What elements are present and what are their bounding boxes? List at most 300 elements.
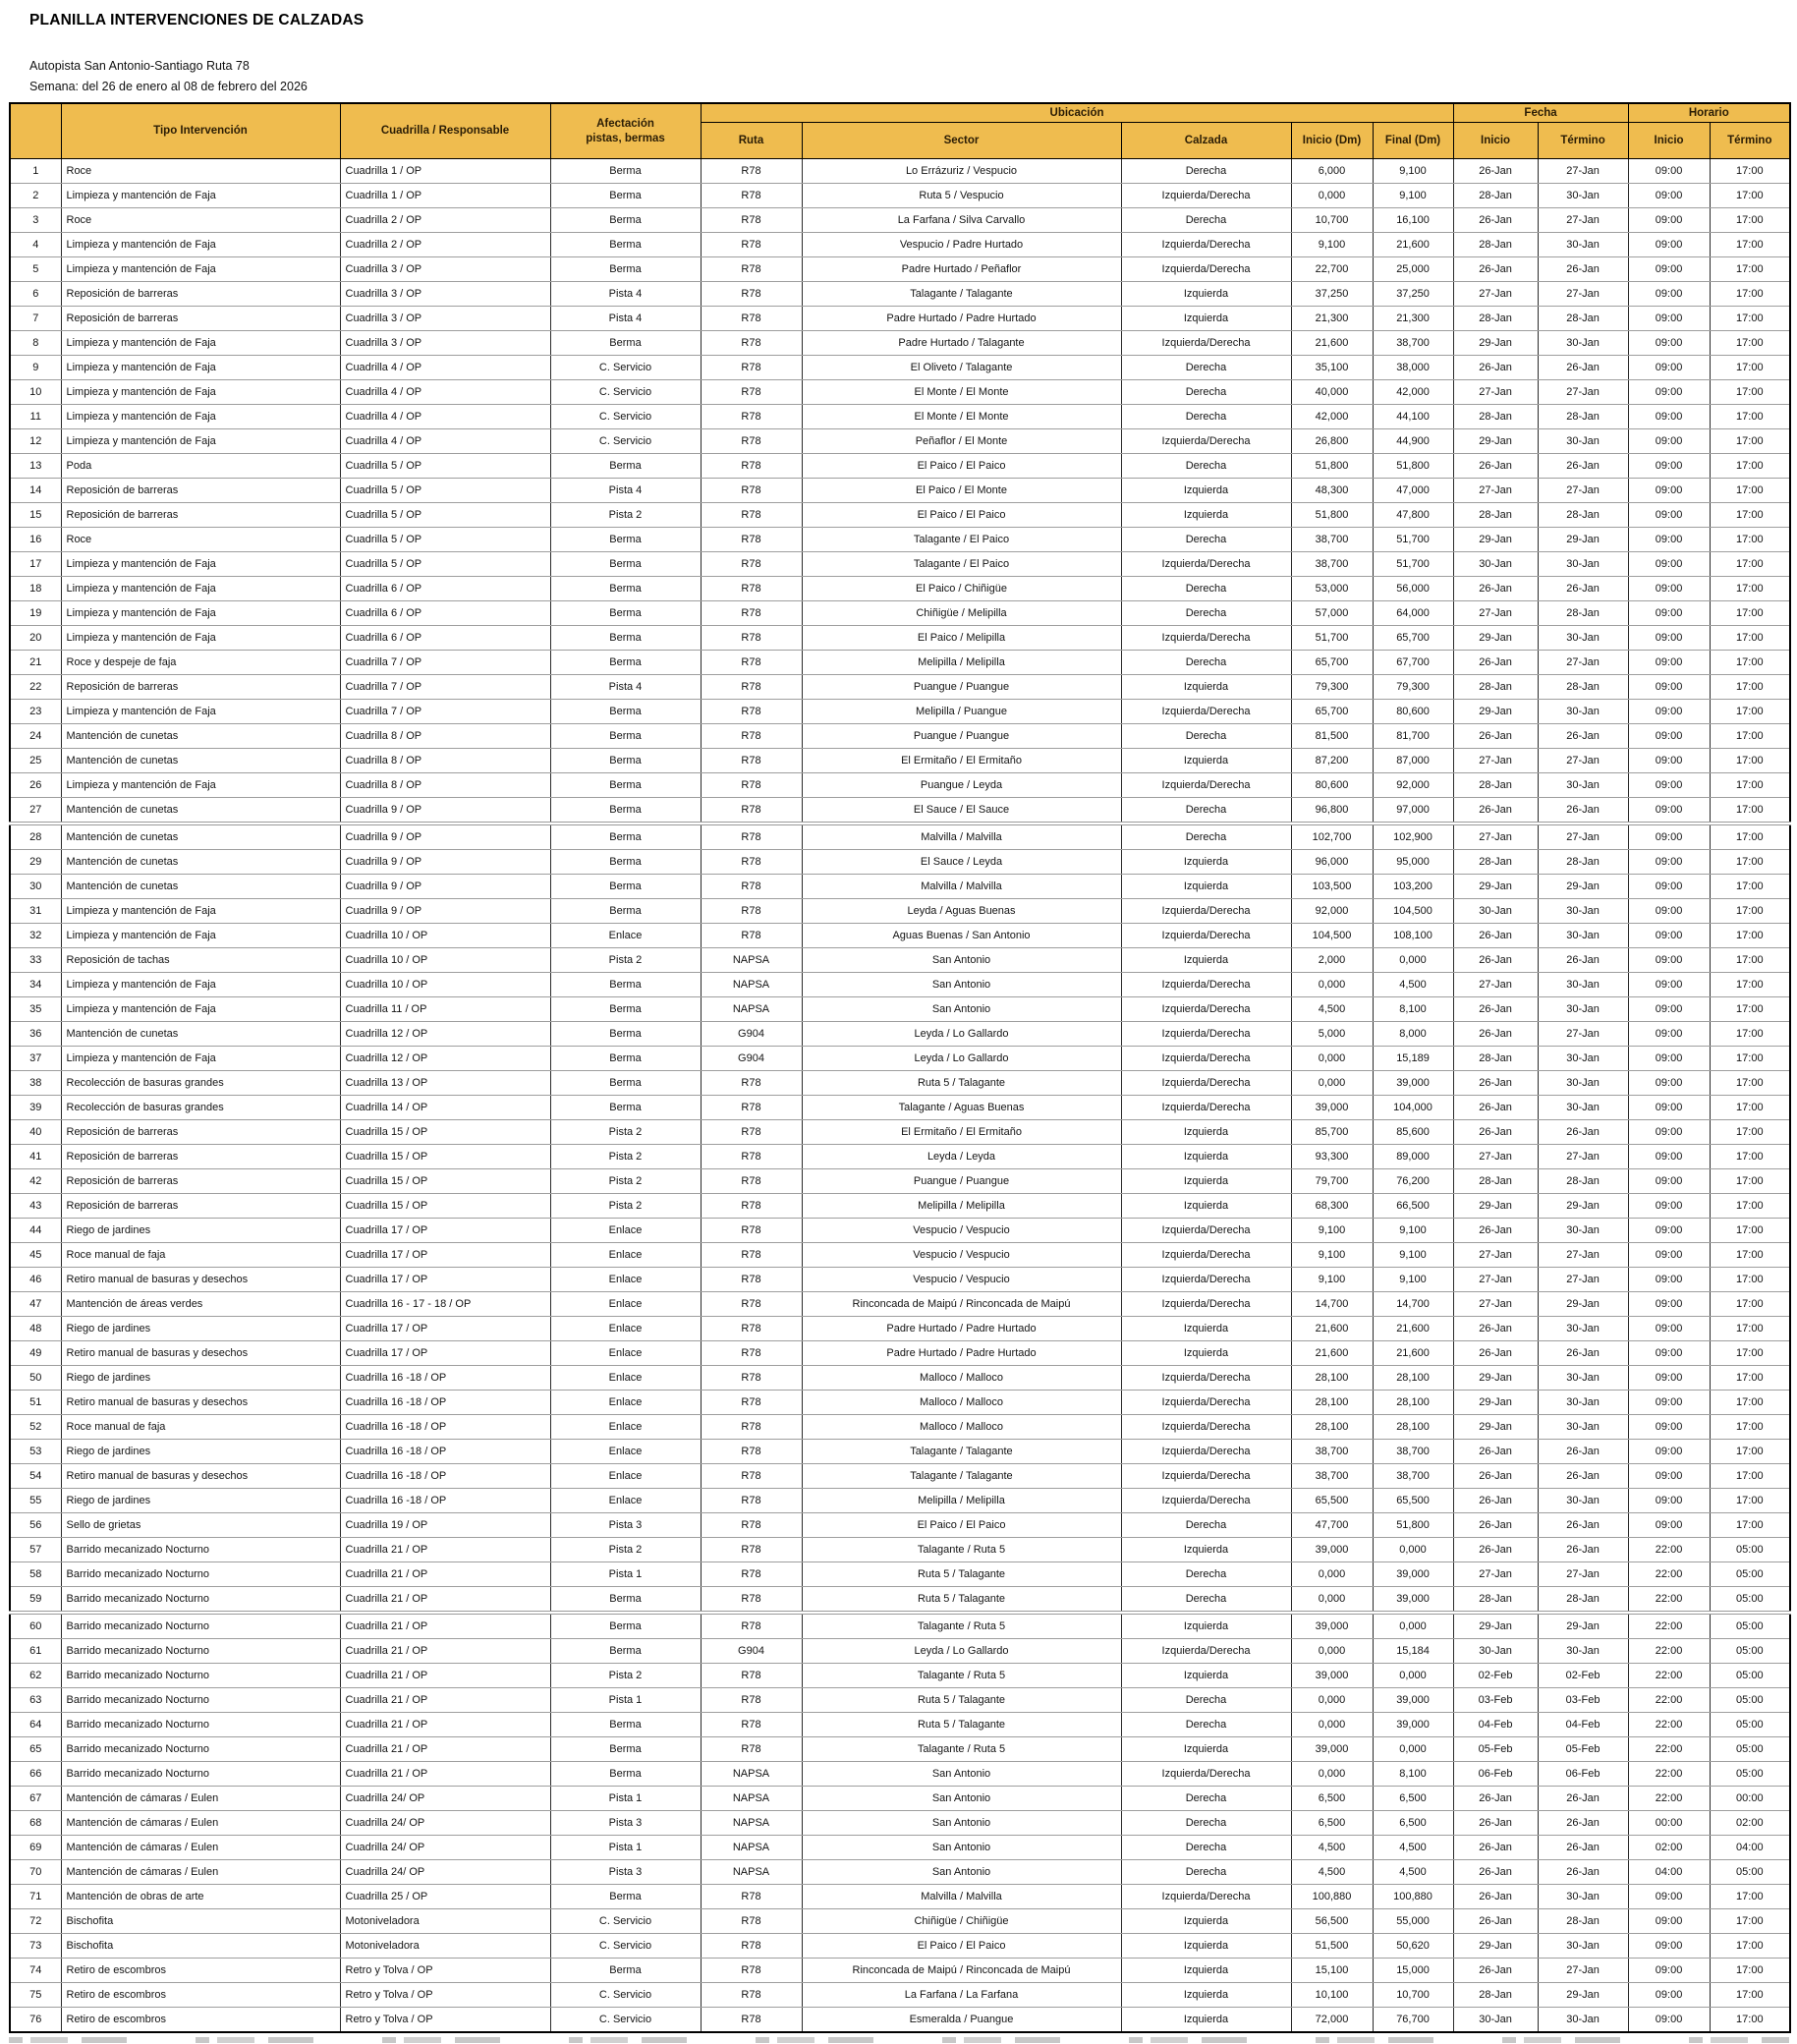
cell-cuadrilla-responsable: Cuadrilla 21 / OP <box>340 1587 550 1614</box>
cell-ruta: R78 <box>701 899 802 924</box>
cell-final-dm: 102,900 <box>1373 823 1453 850</box>
cell-cuadrilla-responsable: Cuadrilla 5 / OP <box>340 503 550 528</box>
cell-fecha-termino: 28-Jan <box>1538 675 1628 700</box>
cell-fecha-inicio: 26-Jan <box>1453 454 1538 479</box>
cell-horario-inicio: 09:00 <box>1628 380 1710 405</box>
cell-inicio-dm: 57,000 <box>1291 601 1373 626</box>
cell-num: 40 <box>10 1120 61 1145</box>
cell-calzada: Derecha <box>1121 405 1291 429</box>
header-afectacion-line1: Afectación <box>596 118 654 131</box>
cell-cuadrilla-responsable: Cuadrilla 7 / OP <box>340 675 550 700</box>
header-fecha-inicio: Inicio <box>1453 123 1538 159</box>
cell-fecha-termino: 30-Jan <box>1538 1934 1628 1959</box>
cell-afectacion: C. Servicio <box>550 1983 701 2008</box>
cell-afectacion: Pista 2 <box>550 1145 701 1169</box>
cell-fecha-inicio: 28-Jan <box>1453 503 1538 528</box>
cell-cuadrilla-responsable: Cuadrilla 7 / OP <box>340 651 550 675</box>
cell-sector: San Antonio <box>802 1762 1121 1787</box>
cell-tipo-intervencion: Reposición de tachas <box>61 948 340 973</box>
cell-final-dm: 64,000 <box>1373 601 1453 626</box>
cell-sector: Aguas Buenas / San Antonio <box>802 924 1121 948</box>
cell-cuadrilla-responsable: Cuadrilla 15 / OP <box>340 1194 550 1219</box>
cell-num: 34 <box>10 973 61 997</box>
cell-ruta: NAPSA <box>701 948 802 973</box>
cell-fecha-termino: 26-Jan <box>1538 798 1628 824</box>
cell-final-dm: 28,100 <box>1373 1366 1453 1391</box>
cell-final-dm: 50,620 <box>1373 1934 1453 1959</box>
cell-calzada: Izquierda/Derecha <box>1121 1415 1291 1440</box>
cell-afectacion: Enlace <box>550 1219 701 1243</box>
cell-inicio-dm: 21,600 <box>1291 1341 1373 1366</box>
table-row <box>10 1145 1790 1169</box>
cell-cuadrilla-responsable: Cuadrilla 16 -18 / OP <box>340 1415 550 1440</box>
table-row <box>10 1120 1790 1145</box>
cell-final-dm: 0,000 <box>1373 948 1453 973</box>
cell-fecha-inicio: 26-Jan <box>1453 257 1538 282</box>
cell-fecha-inicio: 28-Jan <box>1453 850 1538 875</box>
cell-cuadrilla-responsable: Cuadrilla 5 / OP <box>340 552 550 577</box>
cell-fecha-termino: 05-Feb <box>1538 1737 1628 1762</box>
cell-fecha-inicio: 27-Jan <box>1453 1292 1538 1317</box>
cell-ruta: R78 <box>701 479 802 503</box>
cell-ruta: R78 <box>701 1366 802 1391</box>
cell-tipo-intervencion: Limpieza y mantención de Faja <box>61 973 340 997</box>
cell-horario-termino: 17:00 <box>1710 850 1790 875</box>
cell-fecha-inicio: 29-Jan <box>1453 1415 1538 1440</box>
table-row <box>10 1664 1790 1688</box>
cell-horario-inicio: 09:00 <box>1628 1219 1710 1243</box>
cell-afectacion: Berma <box>550 159 701 184</box>
cell-horario-inicio: 09:00 <box>1628 454 1710 479</box>
cell-ruta: R78 <box>701 331 802 356</box>
cell-fecha-termino: 29-Jan <box>1538 528 1628 552</box>
cell-horario-termino: 17:00 <box>1710 282 1790 307</box>
table-header <box>10 103 1790 159</box>
cell-horario-termino: 17:00 <box>1710 503 1790 528</box>
cell-horario-termino: 17:00 <box>1710 1317 1790 1341</box>
cell-final-dm: 8,100 <box>1373 997 1453 1022</box>
cell-fecha-inicio: 29-Jan <box>1453 1934 1538 1959</box>
cell-sector: Malvilla / Malvilla <box>802 823 1121 850</box>
cell-ruta: R78 <box>701 528 802 552</box>
cell-sector: San Antonio <box>802 1811 1121 1836</box>
cell-cuadrilla-responsable: Cuadrilla 5 / OP <box>340 528 550 552</box>
cell-calzada: Derecha <box>1121 798 1291 824</box>
cell-horario-termino: 17:00 <box>1710 1983 1790 2008</box>
cell-inicio-dm: 56,500 <box>1291 1909 1373 1934</box>
cell-afectacion: Berma <box>550 626 701 651</box>
cell-tipo-intervencion: Limpieza y mantención de Faja <box>61 552 340 577</box>
table-row <box>10 208 1790 233</box>
cell-ruta: R78 <box>701 749 802 773</box>
cell-cuadrilla-responsable: Cuadrilla 3 / OP <box>340 331 550 356</box>
cell-sector: Leyda / Lo Gallardo <box>802 1639 1121 1664</box>
cell-fecha-termino: 29-Jan <box>1538 1194 1628 1219</box>
cell-fecha-inicio: 28-Jan <box>1453 675 1538 700</box>
cell-ruta: NAPSA <box>701 973 802 997</box>
cell-horario-inicio: 09:00 <box>1628 1341 1710 1366</box>
cell-sector: Padre Hurtado / Peñaflor <box>802 257 1121 282</box>
cell-sector: Ruta 5 / Talagante <box>802 1562 1121 1587</box>
cell-fecha-termino: 27-Jan <box>1538 1562 1628 1587</box>
cell-calzada: Izquierda/Derecha <box>1121 184 1291 208</box>
cell-num: 37 <box>10 1047 61 1071</box>
cell-sector: Talagante / Ruta 5 <box>802 1737 1121 1762</box>
cell-afectacion: Berma <box>550 1587 701 1614</box>
cell-fecha-termino: 30-Jan <box>1538 626 1628 651</box>
table-row <box>10 1366 1790 1391</box>
cell-fecha-inicio: 27-Jan <box>1453 823 1538 850</box>
cell-ruta: R78 <box>701 159 802 184</box>
cell-tipo-intervencion: Poda <box>61 454 340 479</box>
cell-afectacion: C. Servicio <box>550 405 701 429</box>
cell-ruta: R78 <box>701 429 802 454</box>
cell-cuadrilla-responsable: Cuadrilla 4 / OP <box>340 380 550 405</box>
table-row <box>10 282 1790 307</box>
cell-ruta: R78 <box>701 1613 802 1639</box>
cell-tipo-intervencion: Limpieza y mantención de Faja <box>61 257 340 282</box>
cell-num: 10 <box>10 380 61 405</box>
cell-tipo-intervencion: Roce manual de faja <box>61 1243 340 1268</box>
cell-afectacion: Berma <box>550 1737 701 1762</box>
cell-inicio-dm: 92,000 <box>1291 899 1373 924</box>
header-group-row <box>10 103 1790 123</box>
cell-sector: Melipilla / Melipilla <box>802 1489 1121 1513</box>
cell-fecha-termino: 30-Jan <box>1538 997 1628 1022</box>
cell-afectacion: Berma <box>550 528 701 552</box>
cell-tipo-intervencion: Barrido mecanizado Nocturno <box>61 1639 340 1664</box>
cell-cuadrilla-responsable: Cuadrilla 5 / OP <box>340 479 550 503</box>
cell-sector: Padre Hurtado / Padre Hurtado <box>802 307 1121 331</box>
cell-horario-termino: 17:00 <box>1710 675 1790 700</box>
table-row <box>10 875 1790 899</box>
cell-final-dm: 80,600 <box>1373 700 1453 724</box>
cell-ruta: R78 <box>701 924 802 948</box>
header-ruta: Ruta <box>701 123 802 159</box>
cell-afectacion: Enlace <box>550 1464 701 1489</box>
cell-cuadrilla-responsable: Cuadrilla 17 / OP <box>340 1341 550 1366</box>
cell-fecha-termino: 30-Jan <box>1538 924 1628 948</box>
cell-cuadrilla-responsable: Cuadrilla 8 / OP <box>340 773 550 798</box>
cell-horario-inicio: 22:00 <box>1628 1538 1710 1562</box>
cell-cuadrilla-responsable: Cuadrilla 24/ OP <box>340 1811 550 1836</box>
cell-ruta: R78 <box>701 700 802 724</box>
cell-num: 18 <box>10 577 61 601</box>
cell-inicio-dm: 42,000 <box>1291 405 1373 429</box>
cell-afectacion: C. Servicio <box>550 1909 701 1934</box>
cell-calzada: Izquierda/Derecha <box>1121 1071 1291 1096</box>
cell-fecha-termino: 30-Jan <box>1538 1639 1628 1664</box>
cell-final-dm: 65,500 <box>1373 1489 1453 1513</box>
cell-cuadrilla-responsable: Cuadrilla 6 / OP <box>340 577 550 601</box>
cell-afectacion: Berma <box>550 1713 701 1737</box>
cell-tipo-intervencion: Limpieza y mantención de Faja <box>61 700 340 724</box>
cell-horario-termino: 17:00 <box>1710 1366 1790 1391</box>
table-row <box>10 1243 1790 1268</box>
cell-sector: Vespucio / Vespucio <box>802 1268 1121 1292</box>
cell-horario-inicio: 09:00 <box>1628 1292 1710 1317</box>
cell-inicio-dm: 68,300 <box>1291 1194 1373 1219</box>
cell-final-dm: 56,000 <box>1373 577 1453 601</box>
cell-sector: Ruta 5 / Vespucio <box>802 184 1121 208</box>
cell-num: 50 <box>10 1366 61 1391</box>
cell-horario-inicio: 09:00 <box>1628 1934 1710 1959</box>
cell-calzada: Izquierda/Derecha <box>1121 1639 1291 1664</box>
interventions-table <box>9 102 1791 2033</box>
cell-tipo-intervencion: Limpieza y mantención de Faja <box>61 924 340 948</box>
table-row <box>10 1341 1790 1366</box>
cell-horario-inicio: 09:00 <box>1628 552 1710 577</box>
cell-afectacion: Enlace <box>550 1341 701 1366</box>
cell-num: 15 <box>10 503 61 528</box>
cell-calzada: Izquierda/Derecha <box>1121 1391 1291 1415</box>
cell-horario-termino: 17:00 <box>1710 1341 1790 1366</box>
cell-num: 35 <box>10 997 61 1022</box>
cell-horario-inicio: 09:00 <box>1628 997 1710 1022</box>
cell-num: 16 <box>10 528 61 552</box>
cell-calzada: Izquierda <box>1121 1613 1291 1639</box>
table-row <box>10 773 1790 798</box>
table-row <box>10 651 1790 675</box>
cell-fecha-termino: 26-Jan <box>1538 1836 1628 1860</box>
cell-inicio-dm: 40,000 <box>1291 380 1373 405</box>
cell-ruta: R78 <box>701 552 802 577</box>
cell-afectacion: Berma <box>550 1047 701 1071</box>
cell-sector: Talagante / Talagante <box>802 1464 1121 1489</box>
cell-horario-termino: 17:00 <box>1710 380 1790 405</box>
cell-num: 22 <box>10 675 61 700</box>
cell-final-dm: 16,100 <box>1373 208 1453 233</box>
cell-horario-inicio: 22:00 <box>1628 1562 1710 1587</box>
cell-calzada: Izquierda/Derecha <box>1121 331 1291 356</box>
cell-fecha-termino: 28-Jan <box>1538 405 1628 429</box>
cell-calzada: Izquierda/Derecha <box>1121 700 1291 724</box>
cell-calzada: Izquierda/Derecha <box>1121 1762 1291 1787</box>
cell-num: 61 <box>10 1639 61 1664</box>
cell-horario-termino: 05:00 <box>1710 1562 1790 1587</box>
cell-horario-inicio: 09:00 <box>1628 1268 1710 1292</box>
cell-afectacion: Pista 3 <box>550 1513 701 1538</box>
cell-calzada: Izquierda/Derecha <box>1121 1047 1291 1071</box>
cell-horario-termino: 17:00 <box>1710 724 1790 749</box>
cell-tipo-intervencion: Retiro manual de basuras y desechos <box>61 1268 340 1292</box>
cell-num: 67 <box>10 1787 61 1811</box>
table-row <box>10 1762 1790 1787</box>
cell-afectacion: Enlace <box>550 1489 701 1513</box>
cell-tipo-intervencion: Reposición de barreras <box>61 503 340 528</box>
cell-final-dm: 4,500 <box>1373 1836 1453 1860</box>
cell-horario-inicio: 22:00 <box>1628 1713 1710 1737</box>
cell-fecha-termino: 26-Jan <box>1538 1538 1628 1562</box>
cell-fecha-termino: 27-Jan <box>1538 823 1628 850</box>
cell-cuadrilla-responsable: Cuadrilla 9 / OP <box>340 823 550 850</box>
cell-inicio-dm: 9,100 <box>1291 1268 1373 1292</box>
header-calzada: Calzada <box>1121 123 1291 159</box>
cell-final-dm: 44,900 <box>1373 429 1453 454</box>
cell-horario-termino: 17:00 <box>1710 1513 1790 1538</box>
cell-horario-inicio: 09:00 <box>1628 1317 1710 1341</box>
cell-final-dm: 6,500 <box>1373 1811 1453 1836</box>
cell-afectacion: Berma <box>550 798 701 824</box>
cell-final-dm: 21,600 <box>1373 233 1453 257</box>
cell-tipo-intervencion: Bischofita <box>61 1909 340 1934</box>
cell-fecha-inicio: 29-Jan <box>1453 875 1538 899</box>
cell-calzada: Izquierda <box>1121 307 1291 331</box>
cell-inicio-dm: 28,100 <box>1291 1366 1373 1391</box>
cell-cuadrilla-responsable: Cuadrilla 15 / OP <box>340 1145 550 1169</box>
cell-calzada: Izquierda/Derecha <box>1121 997 1291 1022</box>
cell-sector: El Monte / El Monte <box>802 405 1121 429</box>
cell-fecha-inicio: 26-Jan <box>1453 208 1538 233</box>
cell-tipo-intervencion: Bischofita <box>61 1934 340 1959</box>
cell-tipo-intervencion: Mantención de cámaras / Eulen <box>61 1860 340 1885</box>
cell-afectacion: C. Servicio <box>550 380 701 405</box>
cell-fecha-inicio: 27-Jan <box>1453 749 1538 773</box>
table-row <box>10 675 1790 700</box>
cell-sector: Ruta 5 / Talagante <box>802 1071 1121 1096</box>
cell-fecha-termino: 26-Jan <box>1538 948 1628 973</box>
cell-fecha-inicio: 28-Jan <box>1453 233 1538 257</box>
cell-tipo-intervencion: Roce manual de faja <box>61 1415 340 1440</box>
cell-calzada: Derecha <box>1121 601 1291 626</box>
cell-tipo-intervencion: Reposición de barreras <box>61 675 340 700</box>
cell-cuadrilla-responsable: Cuadrilla 21 / OP <box>340 1613 550 1639</box>
cell-fecha-inicio: 29-Jan <box>1453 331 1538 356</box>
cell-ruta: R78 <box>701 1909 802 1934</box>
cell-cuadrilla-responsable: Cuadrilla 8 / OP <box>340 724 550 749</box>
cell-fecha-inicio: 26-Jan <box>1453 1885 1538 1909</box>
cell-cuadrilla-responsable: Cuadrilla 24/ OP <box>340 1787 550 1811</box>
cell-inicio-dm: 81,500 <box>1291 724 1373 749</box>
cell-ruta: R78 <box>701 1959 802 1983</box>
cell-afectacion: Berma <box>550 1959 701 1983</box>
cell-cuadrilla-responsable: Cuadrilla 21 / OP <box>340 1538 550 1562</box>
cell-afectacion: Enlace <box>550 1292 701 1317</box>
cell-inicio-dm: 21,600 <box>1291 1317 1373 1341</box>
cell-fecha-inicio: 26-Jan <box>1453 1513 1538 1538</box>
cell-tipo-intervencion: Reposición de barreras <box>61 1194 340 1219</box>
cell-inicio-dm: 47,700 <box>1291 1513 1373 1538</box>
cell-fecha-inicio: 26-Jan <box>1453 1787 1538 1811</box>
cell-sector: Leyda / Leyda <box>802 1145 1121 1169</box>
cell-horario-termino: 17:00 <box>1710 1219 1790 1243</box>
cell-fecha-inicio: 26-Jan <box>1453 577 1538 601</box>
cell-cuadrilla-responsable: Cuadrilla 21 / OP <box>340 1562 550 1587</box>
cell-final-dm: 15,189 <box>1373 1047 1453 1071</box>
cell-horario-termino: 17:00 <box>1710 1145 1790 1169</box>
cell-fecha-termino: 30-Jan <box>1538 1415 1628 1440</box>
cell-cuadrilla-responsable: Cuadrilla 10 / OP <box>340 924 550 948</box>
cell-final-dm: 108,100 <box>1373 924 1453 948</box>
cell-fecha-inicio: 26-Jan <box>1453 1219 1538 1243</box>
cell-afectacion: Pista 2 <box>550 1664 701 1688</box>
cell-horario-inicio: 09:00 <box>1628 257 1710 282</box>
cell-cuadrilla-responsable: Cuadrilla 16 -18 / OP <box>340 1366 550 1391</box>
cell-afectacion: Enlace <box>550 1268 701 1292</box>
cell-horario-termino: 05:00 <box>1710 1664 1790 1688</box>
cell-sector: El Sauce / El Sauce <box>802 798 1121 824</box>
cell-horario-termino: 17:00 <box>1710 307 1790 331</box>
cell-afectacion: Berma <box>550 331 701 356</box>
cell-ruta: R78 <box>701 1194 802 1219</box>
cell-sector: Talagante / Aguas Buenas <box>802 1096 1121 1120</box>
cell-final-dm: 87,000 <box>1373 749 1453 773</box>
table-row <box>10 1639 1790 1664</box>
cell-horario-inicio: 09:00 <box>1628 208 1710 233</box>
cell-sector: Vespucio / Vespucio <box>802 1219 1121 1243</box>
cell-cuadrilla-responsable: Retro y Tolva / OP <box>340 1959 550 1983</box>
cell-num: 21 <box>10 651 61 675</box>
cell-calzada: Izquierda <box>1121 1317 1291 1341</box>
cell-fecha-termino: 28-Jan <box>1538 1909 1628 1934</box>
cell-calzada: Izquierda/Derecha <box>1121 552 1291 577</box>
table-row <box>10 1587 1790 1614</box>
cell-fecha-termino: 26-Jan <box>1538 1440 1628 1464</box>
cell-cuadrilla-responsable: Cuadrilla 12 / OP <box>340 1047 550 1071</box>
cell-final-dm: 65,700 <box>1373 626 1453 651</box>
cell-horario-inicio: 00:00 <box>1628 1811 1710 1836</box>
cell-ruta: R78 <box>701 184 802 208</box>
table-row <box>10 749 1790 773</box>
table-row <box>10 331 1790 356</box>
cell-final-dm: 47,000 <box>1373 479 1453 503</box>
cell-final-dm: 47,800 <box>1373 503 1453 528</box>
cell-final-dm: 51,800 <box>1373 454 1453 479</box>
cell-sector: El Paico / El Paico <box>802 1513 1121 1538</box>
cell-sector: Melipilla / Puangue <box>802 700 1121 724</box>
cell-fecha-inicio: 28-Jan <box>1453 184 1538 208</box>
table-row <box>10 1538 1790 1562</box>
cell-sector: Melipilla / Melipilla <box>802 1194 1121 1219</box>
cell-tipo-intervencion: Barrido mecanizado Nocturno <box>61 1688 340 1713</box>
cell-fecha-inicio: 29-Jan <box>1453 528 1538 552</box>
cell-num: 1 <box>10 159 61 184</box>
cell-num: 68 <box>10 1811 61 1836</box>
cell-final-dm: 4,500 <box>1373 1860 1453 1885</box>
cell-ruta: R78 <box>701 454 802 479</box>
cell-num: 64 <box>10 1713 61 1737</box>
cell-final-dm: 14,700 <box>1373 1292 1453 1317</box>
cell-fecha-inicio: 03-Feb <box>1453 1688 1538 1713</box>
cell-tipo-intervencion: Recolección de basuras grandes <box>61 1071 340 1096</box>
cell-cuadrilla-responsable: Cuadrilla 17 / OP <box>340 1317 550 1341</box>
cell-inicio-dm: 93,300 <box>1291 1145 1373 1169</box>
cell-final-dm: 15,000 <box>1373 1959 1453 1983</box>
cell-fecha-termino: 26-Jan <box>1538 1860 1628 1885</box>
cell-horario-inicio: 09:00 <box>1628 1885 1710 1909</box>
cell-horario-termino: 05:00 <box>1710 1587 1790 1614</box>
cell-tipo-intervencion: Mantención de cunetas <box>61 875 340 899</box>
cell-final-dm: 85,600 <box>1373 1120 1453 1145</box>
cell-horario-inicio: 09:00 <box>1628 850 1710 875</box>
cell-sector: El Paico / El Paico <box>802 1934 1121 1959</box>
cell-tipo-intervencion: Barrido mecanizado Nocturno <box>61 1737 340 1762</box>
cell-calzada: Derecha <box>1121 1713 1291 1737</box>
subtitle-week: Semana: del 26 de enero al 08 de febrero del 2026 <box>29 80 308 93</box>
cell-ruta: G904 <box>701 1639 802 1664</box>
cell-ruta: R78 <box>701 850 802 875</box>
cell-afectacion: Pista 2 <box>550 1194 701 1219</box>
cell-sector: Puangue / Leyda <box>802 773 1121 798</box>
table-row <box>10 1934 1790 1959</box>
cell-inicio-dm: 26,800 <box>1291 429 1373 454</box>
cell-cuadrilla-responsable: Motoniveladora <box>340 1934 550 1959</box>
cell-num: 66 <box>10 1762 61 1787</box>
cell-horario-termino: 17:00 <box>1710 1464 1790 1489</box>
cell-horario-inicio: 09:00 <box>1628 1145 1710 1169</box>
cell-horario-inicio: 09:00 <box>1628 1983 1710 2008</box>
cell-final-dm: 67,700 <box>1373 651 1453 675</box>
